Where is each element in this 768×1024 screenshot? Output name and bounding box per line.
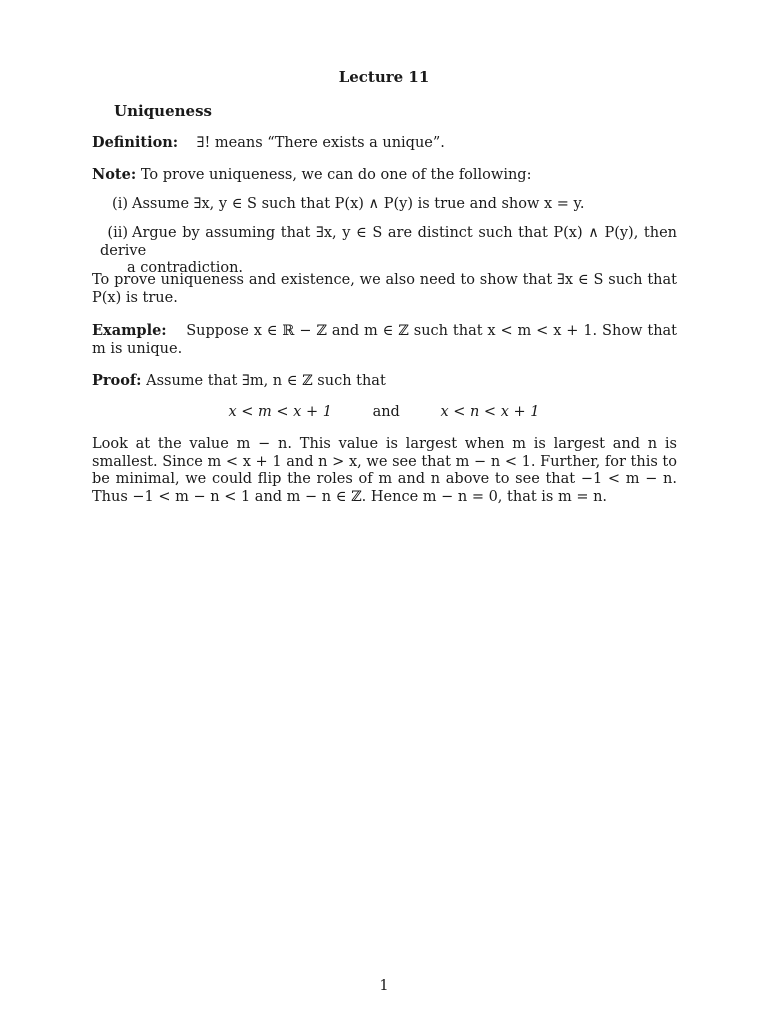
list-marker: (ii) <box>107 225 128 241</box>
example-label: Example: <box>92 322 167 339</box>
list-item-text: Argue by assuming that ∃x, y ∈ S are distinct such that P(x) ∧ P(y), then derive <box>100 225 677 259</box>
note-text: To prove uniqueness, we can do one of the following: <box>140 167 532 183</box>
note-label: Note: <box>92 166 137 183</box>
list-marker: (i) <box>112 196 128 212</box>
page-number: 1 <box>379 978 389 994</box>
equation-conjunction: and <box>372 404 400 420</box>
list-item-continuation: a contradiction. <box>127 260 244 276</box>
proof-label: Proof: <box>92 372 142 389</box>
note-paragraph <box>92 166 677 185</box>
section-heading: Uniqueness <box>114 102 212 120</box>
proof-paragraph <box>92 372 677 391</box>
display-equation <box>0 404 768 420</box>
conclusion-paragraph: Look at the value m − n. This value is largest when m is largest and n is smallest. Since m < x + 1 and n > x, we see that m − n < 1. Further, for this to be minimal, we could flip the roles of m and n above to see that −1 < m − n. Thus −1 < m − n < 1 and m − n ∈ ℤ. Hence m − n = 0, that is m = n. <box>92 436 677 505</box>
equation-left: x < m < x + 1 <box>228 404 332 420</box>
definition-label: Definition: <box>92 134 179 151</box>
equation-right: x < n < x + 1 <box>440 404 540 420</box>
definition-text: ∃! means “There exists a unique”. <box>196 135 445 151</box>
list-item <box>100 196 677 214</box>
existence-paragraph: To prove uniqueness and existence, we also need to show that ∃x ∈ S such that P(x) is true. <box>92 272 677 306</box>
example-paragraph <box>92 322 677 358</box>
page-title: Lecture 11 <box>338 68 430 86</box>
list-item-text: Assume ∃x, y ∈ S such that P(x) ∧ P(y) is true and show x = y. <box>132 196 585 212</box>
list-item <box>100 225 677 278</box>
proof-text: Assume that ∃m, n ∈ ℤ such that <box>146 373 386 389</box>
definition-paragraph <box>92 134 677 153</box>
example-text: Suppose x ∈ ℝ − ℤ and m ∈ ℤ such that x < m < x + 1. Show that m is unique. <box>92 323 678 357</box>
